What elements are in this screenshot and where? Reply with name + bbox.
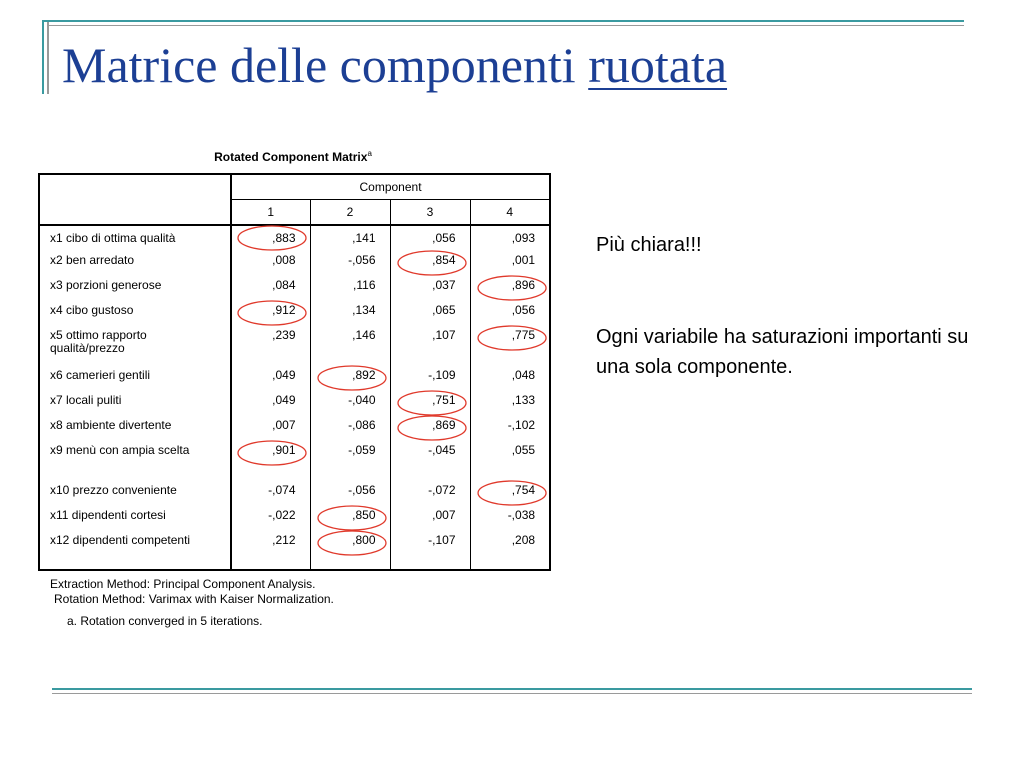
loading-value: ,056	[470, 300, 550, 325]
loading-value: ,049	[231, 390, 310, 415]
column-header-1: 1	[231, 200, 310, 226]
loading-value: ,056	[390, 225, 470, 250]
loading-value: ,212	[231, 530, 310, 570]
loading-value: ,093	[470, 225, 550, 250]
loading-value: ,754	[470, 480, 550, 505]
loading-value: ,116	[310, 275, 390, 300]
highlight-circle	[318, 531, 386, 555]
loading-value: -,102	[470, 415, 550, 440]
loading-value: ,133	[470, 390, 550, 415]
loading-value: -,109	[390, 365, 470, 390]
loading-value: ,751	[390, 390, 470, 415]
row-label: x1 cibo di ottima qualità	[39, 225, 231, 250]
column-header-3: 3	[390, 200, 470, 226]
highlight-circle	[398, 251, 466, 275]
highlight-circle	[238, 301, 306, 325]
highlight-circle	[398, 416, 466, 440]
highlight-circle	[238, 226, 306, 250]
row-label: x10 prezzo conveniente	[39, 480, 231, 505]
highlight-circle	[238, 441, 306, 465]
loading-value: ,065	[390, 300, 470, 325]
loading-value: ,912	[231, 300, 310, 325]
row-label: x5 ottimo rapporto qualità/prezzo	[39, 325, 231, 365]
loading-value: -,107	[390, 530, 470, 570]
loading-value: -,056	[310, 480, 390, 505]
loading-value: ,007	[390, 505, 470, 530]
loading-value: -,059	[310, 440, 390, 480]
row-label: x6 camerieri gentili	[39, 365, 231, 390]
loading-value: ,107	[390, 325, 470, 365]
loading-value: -,074	[231, 480, 310, 505]
loading-value: ,048	[470, 365, 550, 390]
loading-value: ,146	[310, 325, 390, 365]
column-header-4: 4	[470, 200, 550, 226]
loading-value: ,901	[231, 440, 310, 480]
loading-value: ,141	[310, 225, 390, 250]
slide-title-main: Matrice delle componenti	[62, 37, 576, 93]
loading-value: ,883	[231, 225, 310, 250]
slide-title-emphasis: ruotata	[588, 37, 728, 93]
loading-value: ,850	[310, 505, 390, 530]
loading-value: -,086	[310, 415, 390, 440]
loading-value: ,007	[231, 415, 310, 440]
side-note-clearer: Più chiara!!!	[596, 234, 702, 256]
row-label: x11 dipendenti cortesi	[39, 505, 231, 530]
row-label: x2 ben arredato	[39, 250, 231, 275]
loading-value: ,869	[390, 415, 470, 440]
loading-value: -,072	[390, 480, 470, 505]
side-note-explanation: Ogni variabile ha saturazioni importanti su una sola componente.	[596, 326, 969, 378]
loading-value: ,892	[310, 365, 390, 390]
loading-value: ,001	[470, 250, 550, 275]
footnote-rotation: Rotation Method: Varimax with Kaiser Normalization.	[54, 592, 334, 606]
table-caption-text: Rotated Component Matrix	[214, 150, 368, 164]
loading-value: ,049	[231, 365, 310, 390]
highlight-circle	[478, 481, 546, 505]
highlight-circle	[318, 366, 386, 390]
table-caption-footnote-mark: a	[367, 149, 372, 158]
row-label: x4 cibo gustoso	[39, 300, 231, 325]
row-label: x3 porzioni generose	[39, 275, 231, 300]
loading-value: ,854	[390, 250, 470, 275]
loading-value: -,045	[390, 440, 470, 480]
loading-value: ,208	[470, 530, 550, 570]
loading-value: -,038	[470, 505, 550, 530]
loading-value: ,008	[231, 250, 310, 275]
footnote-convergence: a. Rotation converged in 5 iterations.	[67, 614, 263, 628]
highlight-circle	[478, 276, 546, 300]
loading-value: -,022	[231, 505, 310, 530]
loading-value: ,084	[231, 275, 310, 300]
highlight-circle	[398, 391, 466, 415]
loading-value: ,239	[231, 325, 310, 365]
loading-value: ,775	[470, 325, 550, 365]
component-group-header: Component	[231, 174, 550, 200]
row-label: x12 dipendenti competenti	[39, 530, 231, 570]
column-header-2: 2	[310, 200, 390, 226]
footnote-extraction: Extraction Method: Principal Component Analysis.	[50, 577, 316, 591]
row-label: x9 menù con ampia scelta	[39, 440, 231, 480]
highlight-circle	[318, 506, 386, 530]
loading-value: -,056	[310, 250, 390, 275]
loading-value: ,896	[470, 275, 550, 300]
loading-value: -,040	[310, 390, 390, 415]
row-label: x8 ambiente divertente	[39, 415, 231, 440]
loading-value: ,055	[470, 440, 550, 480]
loading-value: ,037	[390, 275, 470, 300]
highlight-circle	[478, 326, 546, 350]
row-label: x7 locali puliti	[39, 390, 231, 415]
loading-value: ,134	[310, 300, 390, 325]
loading-value: ,800	[310, 530, 390, 570]
